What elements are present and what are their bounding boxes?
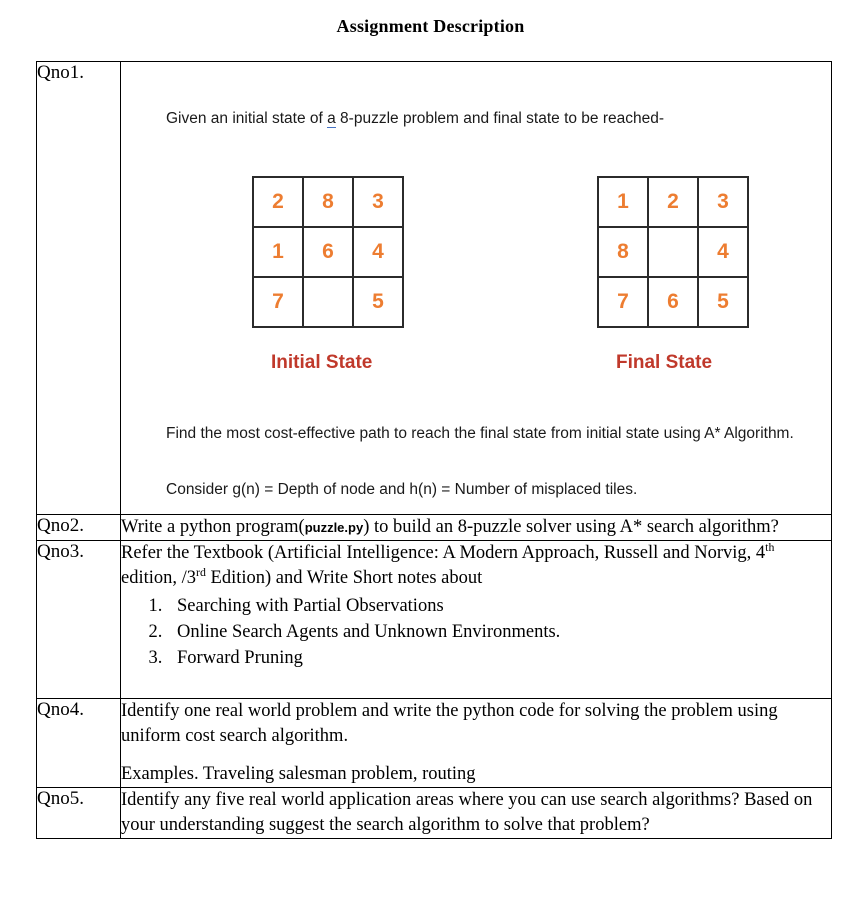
puzzle-tile: 8	[302, 176, 355, 229]
qno3-topic-list	[121, 594, 831, 671]
question-body-qno1	[121, 62, 832, 515]
initial-state-grid	[253, 177, 403, 327]
question-label-qno2: Qno2.	[37, 515, 121, 541]
qno2-text-before: Write a python program(	[121, 517, 305, 537]
puzzle-tile: 4	[697, 226, 750, 279]
qno3-intro-text	[121, 541, 831, 591]
question-body-qno3	[121, 540, 832, 698]
puzzle-tile: 4	[352, 226, 405, 279]
qno1-find-text: Find the most cost-effective path to reach the final state from initial state using A* Algorithm.	[166, 425, 794, 442]
question-body-qno5	[121, 787, 832, 838]
list-item: 3. Forward Pruning	[167, 646, 831, 671]
puzzle-tile: 6	[302, 226, 355, 279]
list-item: 2. Online Search Agents and Unknown Environments.	[167, 620, 831, 645]
question-label-qno5: Qno5.	[37, 787, 121, 838]
table-row-qno3	[37, 540, 832, 698]
puzzle-tile: 5	[697, 276, 750, 329]
puzzle-tile: 2	[252, 176, 305, 229]
question-body-qno4	[121, 698, 832, 787]
qno1-consider-text: Consider g(n) = Depth of node and h(n) = Number of misplaced tiles.	[166, 481, 638, 498]
question-label-qno4: Qno4.	[37, 698, 121, 787]
puzzle-grid-final	[598, 177, 748, 327]
assignment-table	[36, 61, 832, 839]
qno1-intro-before: Given an initial state of	[166, 110, 328, 127]
puzzle-tile: 1	[252, 226, 305, 279]
question-body-qno2	[121, 515, 832, 541]
qno4-paragraph-2: Examples. Traveling salesman problem, routing	[121, 763, 476, 784]
initial-state-caption: Initial State	[271, 352, 373, 373]
qno4-paragraph-1: Identify one real world problem and write the python code for solving the problem using uniform cost search algorithm.	[121, 700, 778, 746]
qno3-intro-part3: Edition) and Write Short notes about	[205, 567, 483, 588]
puzzle-tile-blank	[647, 226, 700, 279]
table-row-qno5	[37, 787, 832, 838]
table-row-qno1	[37, 62, 832, 515]
qno5-paragraph-1: Identify any five real world application areas where you can use search algorithms? Based on your understanding suggest the search algorithm to solve that problem?	[121, 789, 813, 835]
puzzle-tile-blank	[302, 276, 355, 329]
puzzle-tile: 1	[597, 176, 650, 229]
puzzle-tile: 6	[647, 276, 700, 329]
qno3-bottom-spacer	[121, 672, 831, 698]
puzzle-tile: 3	[352, 176, 405, 229]
qno3-intro-part2: edition, /3	[121, 567, 197, 588]
qno1-intro-text	[166, 108, 806, 130]
qno3-ordinal-4th: th	[765, 539, 775, 554]
final-state-caption: Final State	[616, 352, 713, 373]
puzzle-tile: 7	[597, 276, 650, 329]
table-row-qno2	[37, 515, 832, 541]
question-label-qno1: Qno1.	[37, 62, 121, 515]
qno1-intro-after: 8-puzzle problem and final state to be reached-	[335, 110, 665, 127]
question-label-qno3: Qno3.	[37, 540, 121, 698]
puzzle-tile: 8	[597, 226, 650, 279]
qno3-intro-part1: Refer the Textbook (Artificial Intelligence: A Modern Approach, Russell and Norvig, 4	[121, 542, 766, 563]
page-title: Assignment Description	[336, 16, 525, 36]
table-row-qno4	[37, 698, 832, 787]
qno2-file-name: puzzle.py	[304, 520, 364, 535]
puzzle-tile: 2	[647, 176, 700, 229]
puzzle-grid-initial	[253, 177, 403, 327]
puzzle-tile: 5	[352, 276, 405, 329]
grammar-suggestion-word: a	[327, 110, 336, 127]
final-state-grid	[598, 177, 748, 327]
qno3-ordinal-3rd: rd	[196, 564, 206, 579]
puzzle-tile: 3	[697, 176, 750, 229]
qno2-text-after: ) to build an 8-puzzle solver using A* search algorithm?	[363, 517, 779, 537]
list-item: 1. Searching with Partial Observations	[167, 594, 831, 619]
puzzle-tile: 7	[252, 276, 305, 329]
